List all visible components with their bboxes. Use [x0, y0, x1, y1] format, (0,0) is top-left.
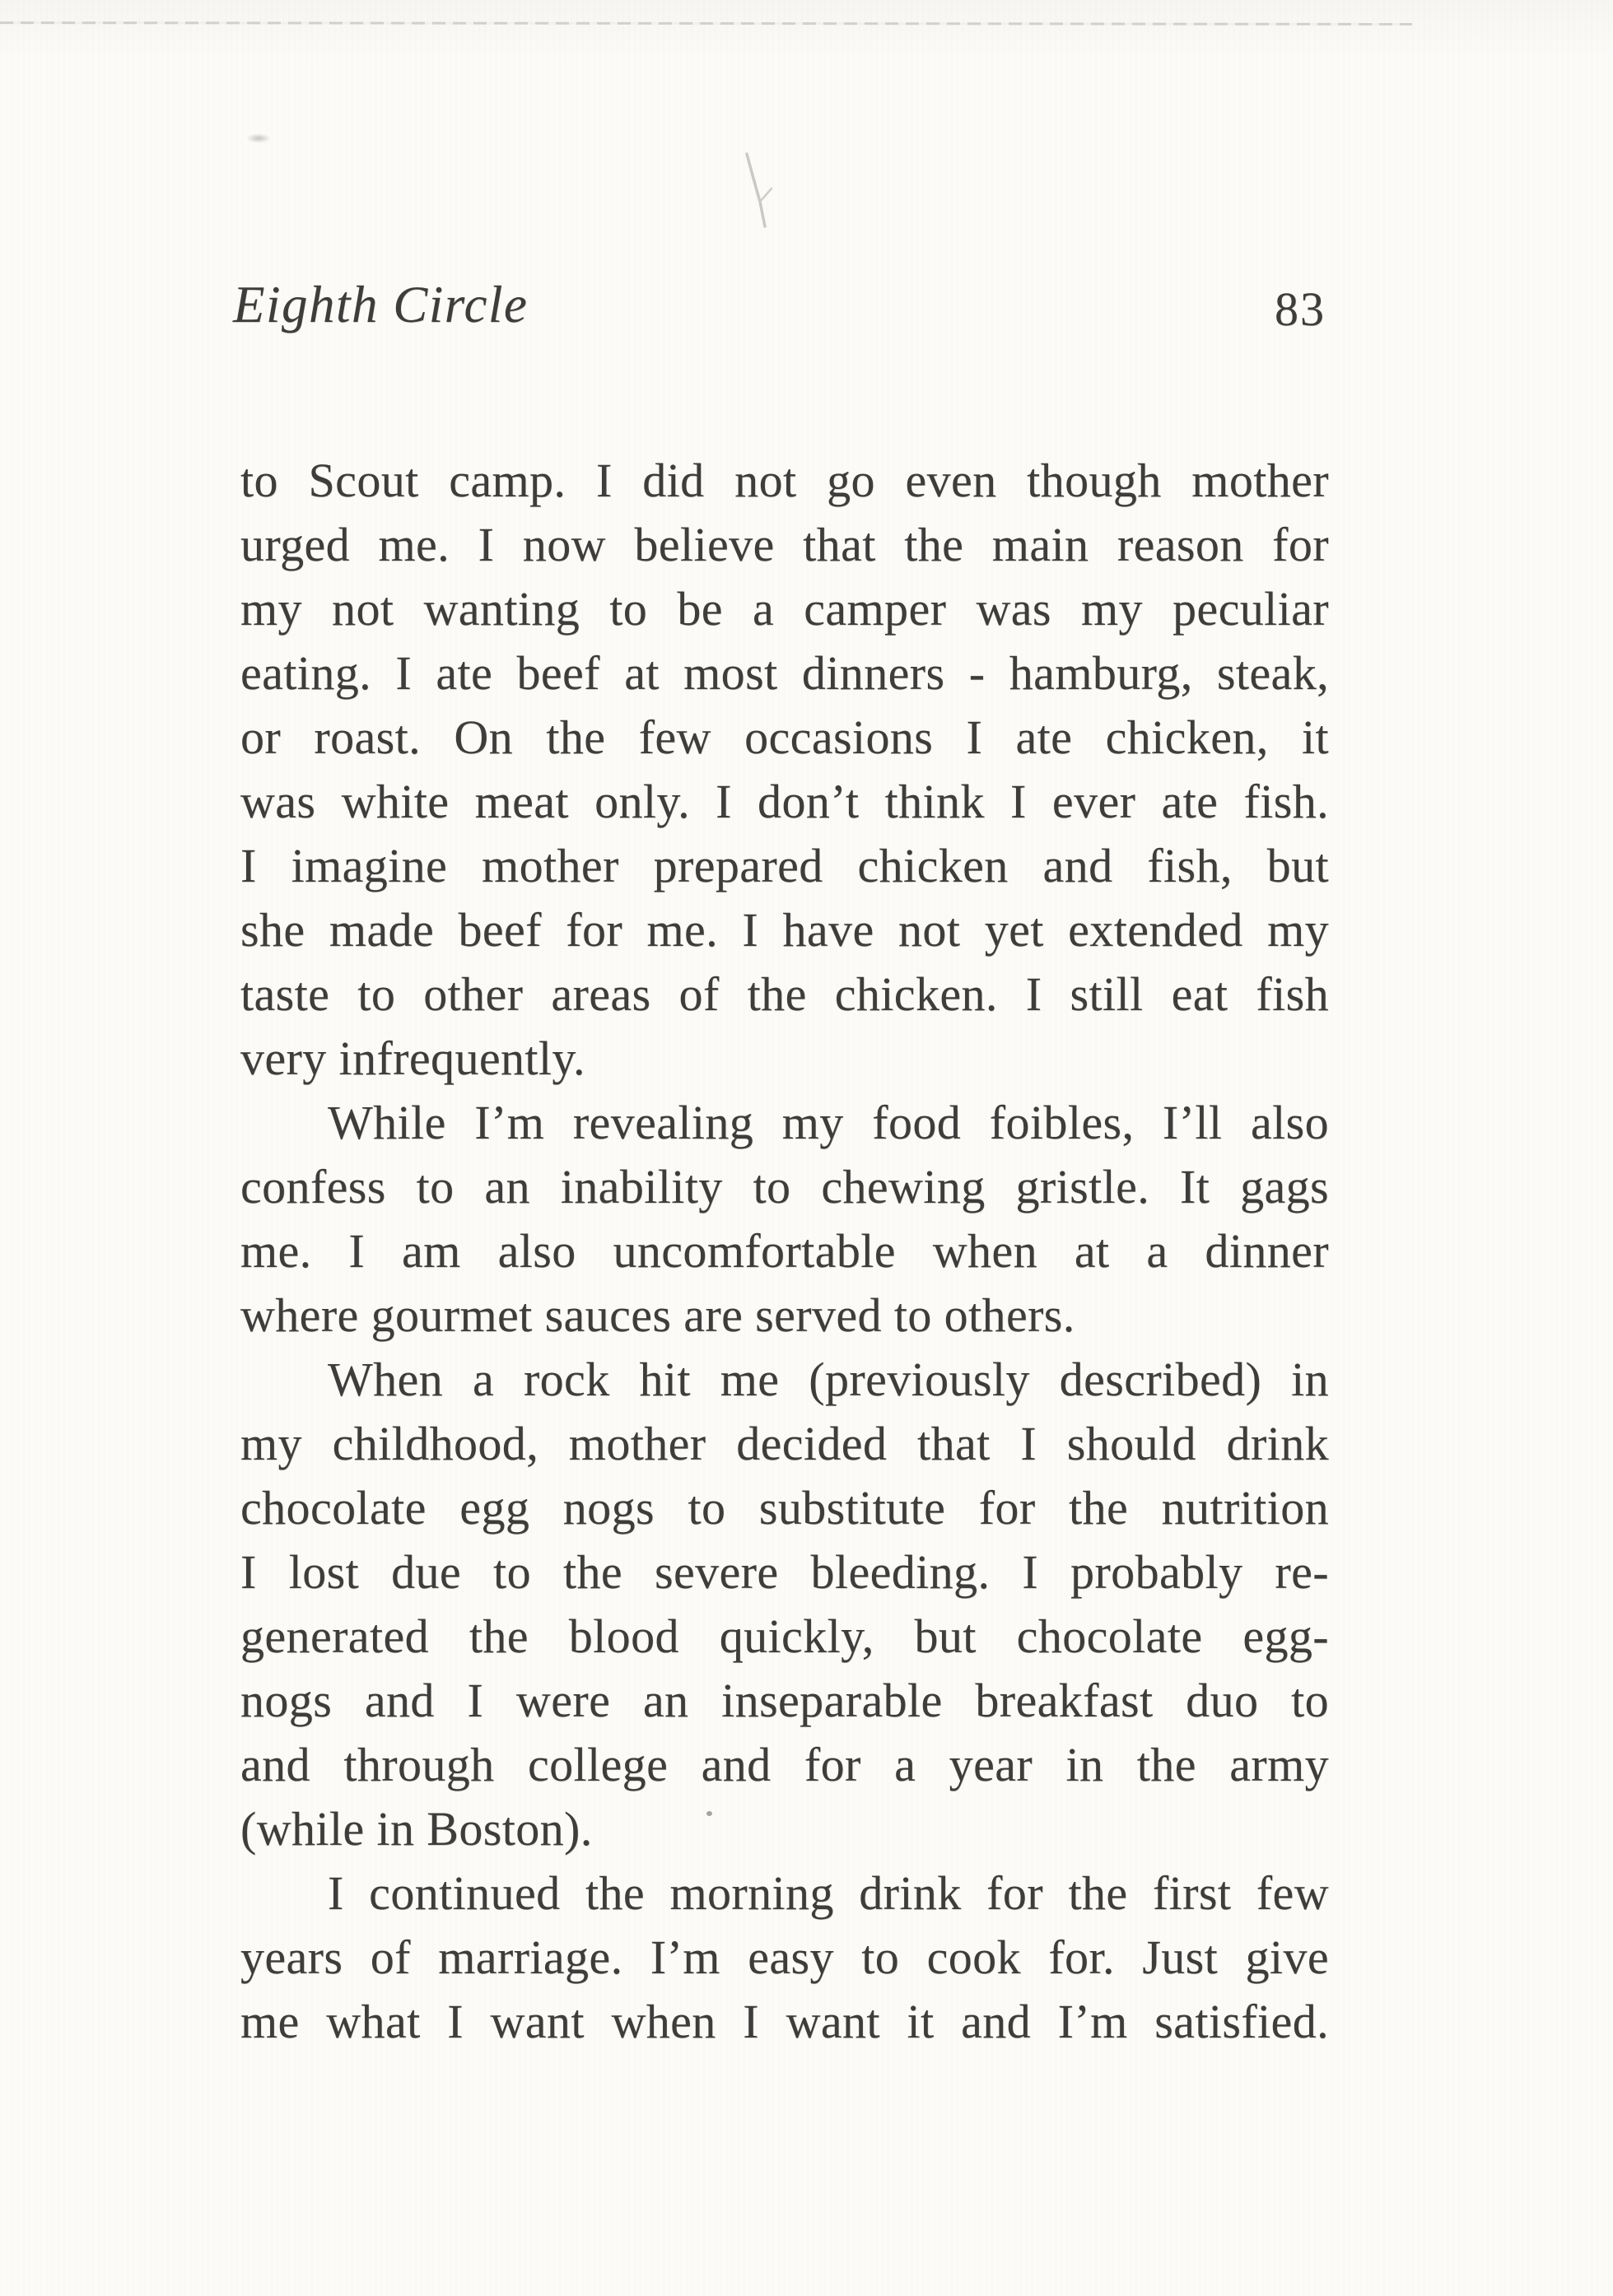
text-line: nogs and I were an inseparable breakfast duo to [240, 1674, 1329, 1727]
text-line: was white meat only. I don’t think I ever ate fish. [240, 775, 1329, 828]
text-line: where gourmet sauces are served to others. [240, 1288, 1075, 1342]
text-line: I imagine mother prepared chicken and fish, but [240, 839, 1329, 892]
text-line: very infrequently. [240, 1032, 585, 1085]
pencil-mark-artifact [735, 151, 781, 233]
text-line: me. I am also uncomfortable when at a dinner [240, 1224, 1329, 1278]
text-line: taste to other areas of the chicken. I still eat fish [240, 967, 1329, 1021]
body-text [240, 449, 1329, 2054]
text-line: confess to an inability to chewing gristle. It gags [240, 1160, 1329, 1213]
text-line: me what I want when I want it and I’m satisfied. [240, 1995, 1329, 2048]
text-line: chocolate egg nogs to substitute for the nutrition [240, 1481, 1329, 1535]
text-line: When a rock hit me (previously described) in [328, 1353, 1329, 1406]
ink-smudge-artifact [246, 133, 271, 143]
text-line: my not wanting to be a camper was my peculiar [240, 582, 1329, 636]
text-line: generated the blood quickly, but chocolate egg- [240, 1609, 1329, 1663]
scan-edge-artifact [0, 21, 1412, 26]
text-line: (while in Boston). [240, 1802, 593, 1856]
text-line: my childhood, mother decided that I should drink [240, 1417, 1329, 1470]
text-line: and through college and for a year in the army [240, 1738, 1329, 1791]
text-line: eating. I ate beef at most dinners - hamburg, steak, [240, 646, 1329, 700]
text-line: I lost due to the severe bleeding. I probably re- [240, 1545, 1329, 1599]
text-line: I continued the morning drink for the first few [328, 1866, 1329, 1920]
text-line: she made beef for me. I have not yet extended my [240, 903, 1329, 957]
running-header-title: Eighth Circle [233, 276, 529, 333]
text-line: or roast. On the few occasions I ate chicken, it [240, 710, 1329, 764]
page-number: 83 [1275, 282, 1326, 336]
text-line: years of marriage. I’m easy to cook for. Just give [240, 1930, 1329, 1984]
text-line: to Scout camp. I did not go even though mother [240, 454, 1329, 507]
text-line: While I’m revealing my food foibles, I’ll also [328, 1096, 1329, 1149]
text-line: urged me. I now believe that the main reason for [240, 518, 1329, 571]
